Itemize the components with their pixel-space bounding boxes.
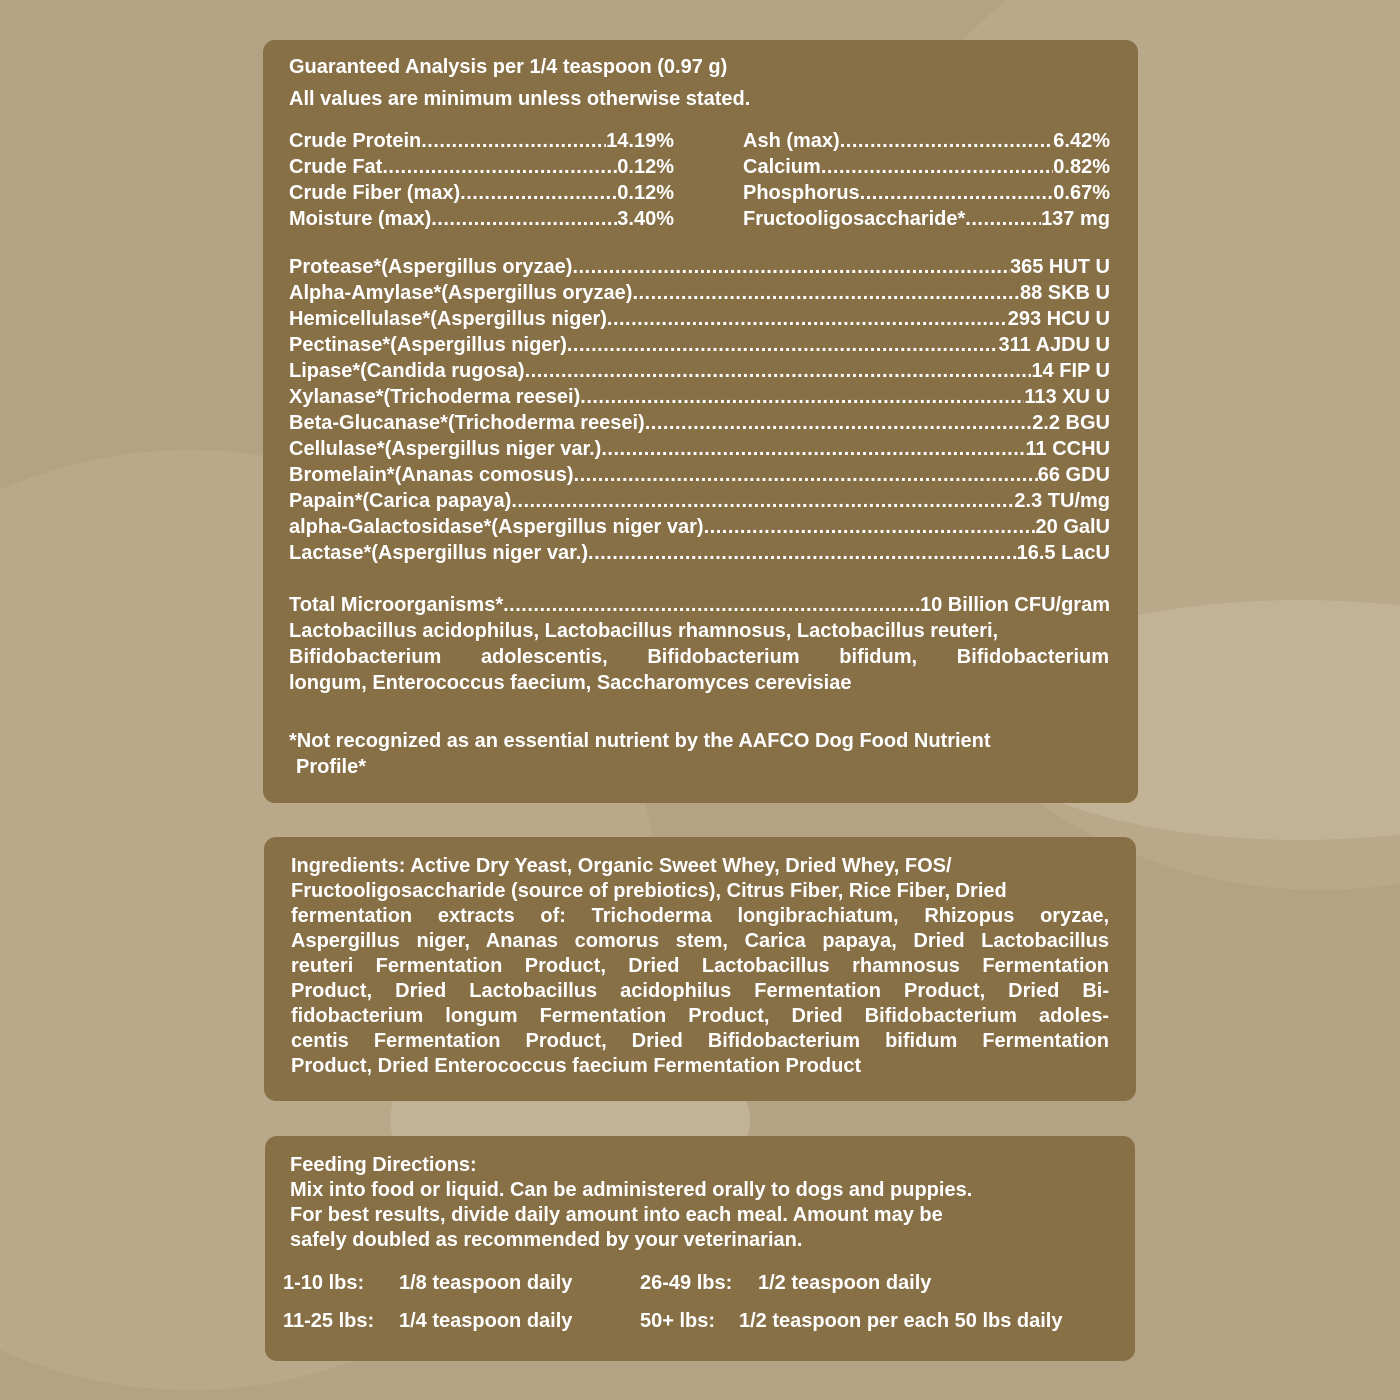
ingredients-panel — [264, 837, 1136, 1101]
feeding-weight: 11-25 lbs: — [283, 1310, 375, 1332]
nutrient-row: Calcium ..... 0.82% — [743, 155, 1110, 179]
guaranteed-analysis-panel — [263, 40, 1138, 803]
enzyme-row: Xylanase*(Trichoderma reesei) ..... 113 XU U — [289, 385, 1110, 409]
nutrient-row: Moisture (max) ..... 3.40% — [289, 207, 674, 231]
microorganisms-row: Total Microorganisms* ..... 10 Billion CFU/gram — [289, 593, 1110, 617]
enzyme-row: Cellulase*(Aspergillus niger var.) ..... 11 CCHU — [289, 437, 1110, 461]
enzyme-row: Alpha-Amylase*(Aspergillus oryzae) ..... 88 SKB U — [289, 281, 1110, 305]
strain-line: Lactobacillus acidophilus, Lactobacillus rhamnosus, Lactobacillus reuteri, — [289, 620, 999, 642]
feeding-amount: 1/4 teaspoon daily — [399, 1310, 573, 1332]
enzyme-row: Papain*(Carica papaya) ..... 2.3 TU/mg — [289, 489, 1110, 513]
ingredients-line: Aspergillus niger, Ananas comorus stem, Carica papaya, Dried Lactobacillus — [291, 930, 1109, 952]
ingredients-line: Fructooligosaccharide (source of prebiotics), Citrus Fiber, Rice Fiber, Dried — [291, 880, 1007, 902]
enzyme-row: Beta-Glucanase*(Trichoderma reesei) ..... 2.2 BGU — [289, 411, 1110, 435]
feeding-amount: 1/2 teaspoon per each 50 lbs daily — [739, 1310, 1063, 1332]
feeding-weight: 50+ lbs: — [640, 1310, 716, 1332]
nutrient-row: Ash (max) ..... 6.42% — [743, 129, 1110, 153]
ingredients-line: reuteri Fermentation Product, Dried Lactobacillus rhamnosus Fermentation — [291, 955, 1109, 977]
feeding-amount: 1/2 teaspoon daily — [758, 1272, 932, 1294]
feeding-directions-panel — [265, 1136, 1135, 1361]
ingredients-line: Ingredients: Active Dry Yeast, Organic Sweet Whey, Dried Whey, FOS/ — [291, 855, 952, 877]
ingredients-line: fermentation extracts of: Trichoderma longibrachiatum, Rhizopus oryzae, — [291, 905, 1109, 927]
feeding-weight: 1-10 lbs: — [283, 1272, 365, 1294]
ingredients-line: Product, Dried Enterococcus faecium Fermentation Product — [291, 1055, 862, 1077]
nutrient-row: Crude Protein ..... 14.19% — [289, 129, 674, 153]
nutrient-row: Crude Fat ..... 0.12% — [289, 155, 674, 179]
ingredients-line: Product, Dried Lactobacillus acidophilus Fermentation Product, Dried Bi- — [291, 980, 1109, 1002]
ingredients-line: fidobacterium longum Fermentation Product, Dried Bifidobacterium adoles- — [291, 1005, 1109, 1027]
feeding-amount: 1/8 teaspoon daily — [399, 1272, 573, 1294]
feeding-line: safely doubled as recommended by your veterinarian. — [290, 1229, 803, 1251]
feeding-line: Mix into food or liquid. Can be administered orally to dogs and puppies. — [290, 1179, 973, 1201]
footnote-line: Profile* — [296, 756, 367, 778]
nutrient-row: Fructooligosaccharide* ..... 137 mg — [743, 207, 1110, 231]
enzyme-row: Lipase*(Candida rugosa) ..... 14 FIP U — [289, 359, 1110, 383]
enzyme-row: Bromelain*(Ananas comosus) ..... 66 GDU — [289, 463, 1110, 487]
ingredients-line: centis Fermentation Product, Dried Bifidobacterium bifidum Fermentation — [291, 1030, 1109, 1052]
enzyme-row: Protease*(Aspergillus oryzae) ..... 365 HUT U — [289, 255, 1110, 279]
enzyme-row: alpha-Galactosidase*(Aspergillus niger var) ..... 20 GalU — [289, 515, 1110, 539]
nutrient-row: Phosphorus ..... 0.67% — [743, 181, 1110, 205]
footnote-line: *Not recognized as an essential nutrient by the AAFCO Dog Food Nutrient — [289, 730, 991, 752]
enzyme-row: Pectinase*(Aspergillus niger) ..... 311 AJDU U — [289, 333, 1110, 357]
feeding-title: Feeding Directions: — [290, 1154, 477, 1176]
enzyme-row: Lactase*(Aspergillus niger var.) ..... 16.5 LacU — [289, 541, 1110, 565]
feeding-line: For best results, divide daily amount into each meal. Amount may be — [290, 1204, 943, 1226]
strain-line: longum, Enterococcus faecium, Saccharomyces cerevisiae — [289, 672, 852, 694]
analysis-title: Guaranteed Analysis per 1/4 teaspoon (0.97 g) — [289, 56, 728, 78]
analysis-subtitle: All values are minimum unless otherwise stated. — [289, 88, 751, 110]
strain-line: Bifidobacterium adolescentis, Bifidobacterium bifidum, Bifidobacterium — [289, 646, 1109, 668]
enzyme-row: Hemicellulase*(Aspergillus niger) ..... 293 HCU U — [289, 307, 1110, 331]
nutrient-row: Crude Fiber (max) ..... 0.12% — [289, 181, 674, 205]
feeding-weight: 26-49 lbs: — [640, 1272, 733, 1294]
